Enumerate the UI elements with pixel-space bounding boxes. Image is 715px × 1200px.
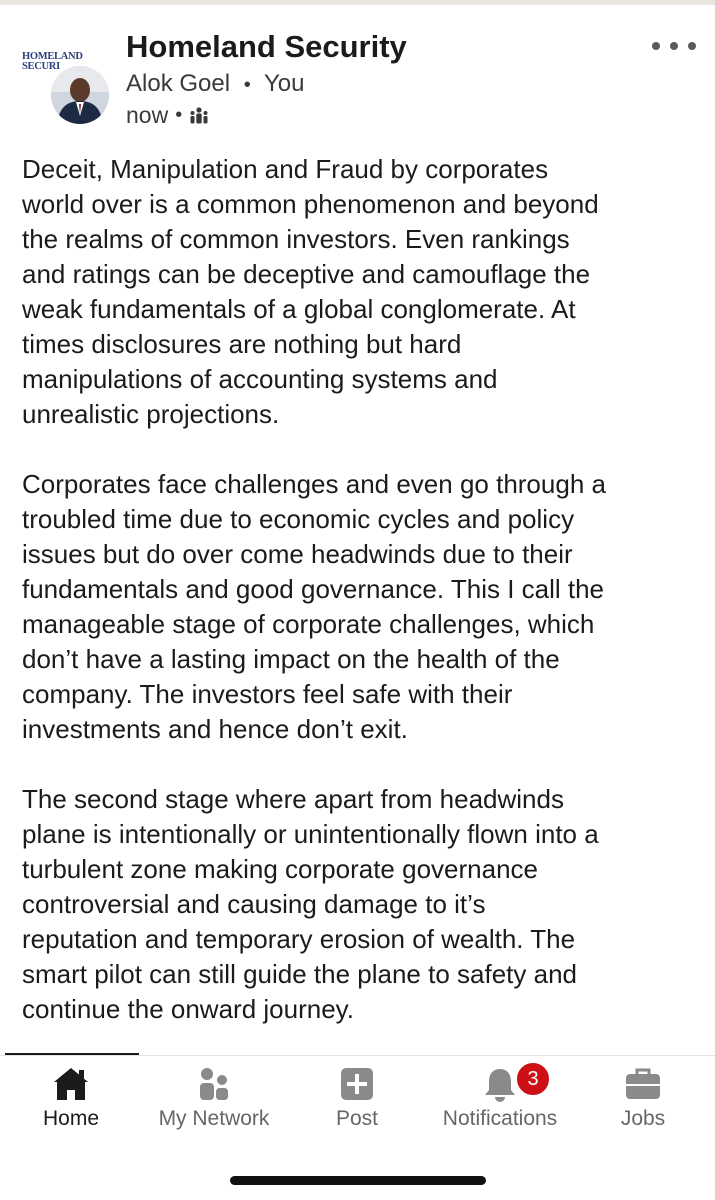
- more-dot-icon: [688, 42, 696, 50]
- briefcase-icon: [623, 1064, 663, 1104]
- more-options-button[interactable]: [652, 34, 696, 58]
- page-title[interactable]: Homeland Security: [126, 29, 407, 64]
- plus-square-icon: [337, 1064, 377, 1104]
- nav-home-label: Home: [42, 1107, 100, 1130]
- notifications-badge: 3: [515, 1061, 551, 1097]
- nav-my-network[interactable]: [139, 1060, 289, 1140]
- nav-jobs-label: Jobs: [620, 1107, 666, 1130]
- nav-divider: [0, 1055, 715, 1056]
- avatar[interactable]: [51, 66, 109, 124]
- nav-my-network-label: My Network: [158, 1107, 270, 1130]
- author-relation: You: [263, 70, 305, 97]
- meta-separator: •: [175, 104, 183, 126]
- people-icon: [194, 1064, 234, 1104]
- nav-home[interactable]: [0, 1060, 146, 1140]
- more-dot-icon: [652, 42, 660, 50]
- nav-jobs[interactable]: [568, 1060, 715, 1140]
- post-body: [22, 152, 702, 1062]
- avatar-photo: [51, 66, 109, 124]
- bell-icon: [480, 1064, 520, 1104]
- post-meta: [126, 102, 209, 129]
- home-indicator[interactable]: [230, 1176, 486, 1185]
- timestamp: now: [126, 102, 169, 128]
- status-bar-strip: [0, 0, 715, 5]
- post-paragraph-1: Deceit, Manipulation and Fraud by corporates world over is a common phenomenon and beyond the realms of common investors. Even rankings and ratings can be deceptive and camouflage the weak fundamentals of a global conglomerate. At times disclosures are nothing but hard manipulations of accounting systems and unrealistic projections.: [22, 154, 599, 429]
- nav-notifications-label: Notifications: [442, 1107, 558, 1130]
- audience-icon: [189, 107, 209, 125]
- more-dot-icon: [670, 42, 678, 50]
- logo-text-line-1: HOMELAND: [22, 51, 83, 62]
- post-paragraph-2: Corporates face challenges and even go through a troubled time due to economic cycles and policy issues but do over come headwinds due to their fundamentals and good governance. This I call the manageable stage of corporate challenges, which don’t have a lasting impact on the health of the company. The investors feel safe with their investments and hence don’t exit.: [22, 469, 606, 744]
- nav-post-label: Post: [335, 1107, 379, 1130]
- logo-text-line-2: SECURI: [22, 61, 60, 72]
- byline: [126, 70, 304, 98]
- byline-separator: •: [243, 74, 251, 96]
- nav-notifications[interactable]: [425, 1060, 575, 1140]
- post-paragraph-3: The second stage where apart from headwinds plane is intentionally or unintentionally flown into a turbulent zone making corporate governance controversial and causing damage to it’s reputation and temporary erosion of wealth. The smart pilot can still guide the plane to safety and continue the onward journey.: [22, 784, 599, 1024]
- home-icon: [51, 1064, 91, 1104]
- author-name[interactable]: Alok Goel: [126, 70, 231, 97]
- nav-post[interactable]: [282, 1060, 432, 1140]
